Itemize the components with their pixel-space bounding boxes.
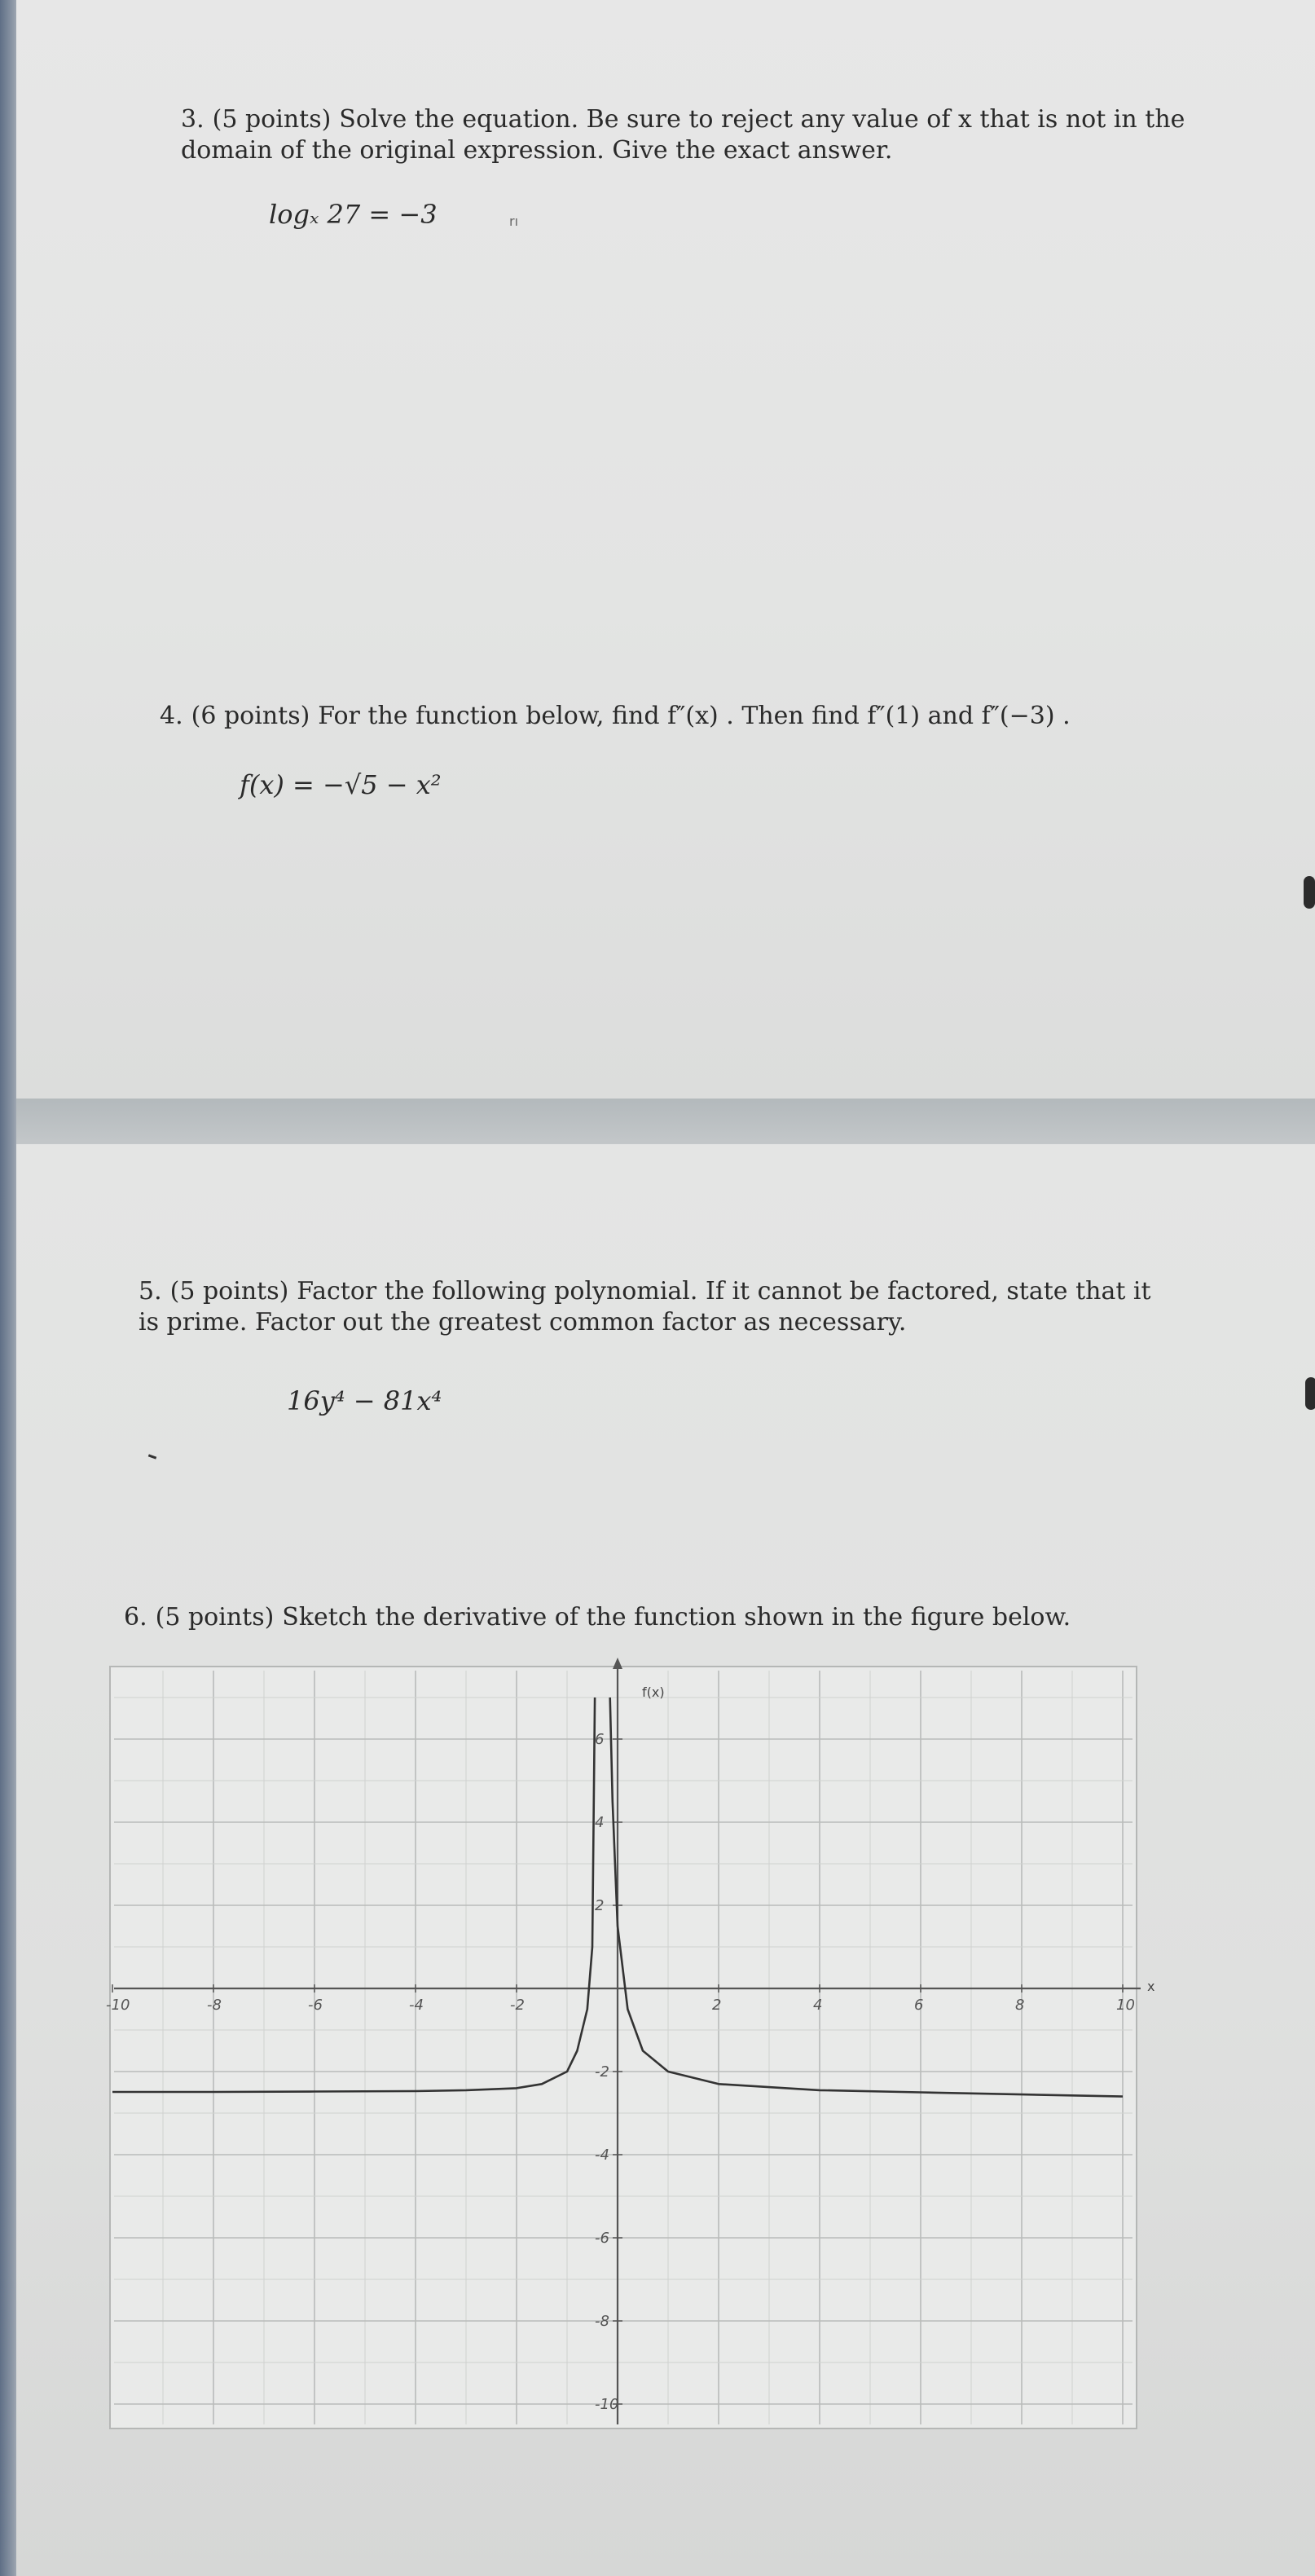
question-points: (5 points) [212, 105, 332, 134]
question-3-expression: logₓ 27 = −3 [269, 199, 438, 230]
y-axis-arrow [613, 1658, 622, 1669]
question-5-expression: 16y⁴ − 81x⁴ [287, 1385, 442, 1416]
question-text-line: Factor the following polynomial. If it cannot be factored, state that it [297, 1277, 1151, 1306]
question-4-expression: f(x) = −√5 − x² [240, 769, 442, 800]
question-text-line: For the function below, find f″(x) . Then find f″(1) and f″(−3) . [318, 702, 1071, 730]
x-tick-label: -10 [106, 1997, 130, 2014]
x-tick-label: 10 [1116, 1997, 1135, 2014]
question-number: 3. [181, 105, 205, 134]
x-tick-label: 8 [1015, 1997, 1025, 2014]
y-tick-label: -2 [595, 2063, 609, 2081]
x-tick-label: 2 [712, 1997, 722, 2014]
stray-mark: rı [509, 214, 519, 229]
y-axis-label: f(x) [642, 1684, 665, 1700]
question-points: (5 points) [169, 1277, 289, 1306]
y-tick-label: 4 [595, 1814, 605, 1831]
x-tick-label: 4 [813, 1997, 823, 2014]
question-points: (5 points) [155, 1603, 275, 1631]
y-tick-label: -6 [595, 2230, 609, 2247]
question-number: 5. [139, 1277, 162, 1306]
y-tick-label: -8 [595, 2313, 609, 2330]
x-tick-label: 6 [914, 1997, 924, 2014]
x-axis-label: x [1147, 1979, 1155, 1994]
question-number: 4. [160, 702, 183, 730]
x-tick-label: -6 [308, 1997, 323, 2014]
y-tick-label: -10 [595, 2396, 619, 2413]
question-number: 6. [124, 1603, 147, 1631]
x-tick-label: -2 [510, 1997, 525, 2014]
question-text-line: domain of the original expression. Give the exact answer. [181, 136, 893, 165]
y-tick-label: 2 [595, 1897, 605, 1914]
question-text-line: Sketch the derivative of the function shown in the figure below. [282, 1603, 1071, 1631]
x-tick-label: -4 [409, 1997, 424, 2014]
question-text-line: is prime. Factor out the greatest common factor as necessary. [139, 1308, 907, 1336]
y-tick-label: 6 [595, 1731, 605, 1748]
question-text-line: Solve the equation. Be sure to reject any value of x that is not in the [339, 105, 1185, 134]
y-tick-label: -4 [595, 2147, 609, 2164]
question-points: (6 points) [191, 702, 310, 730]
x-tick-label: -8 [207, 1997, 222, 2014]
